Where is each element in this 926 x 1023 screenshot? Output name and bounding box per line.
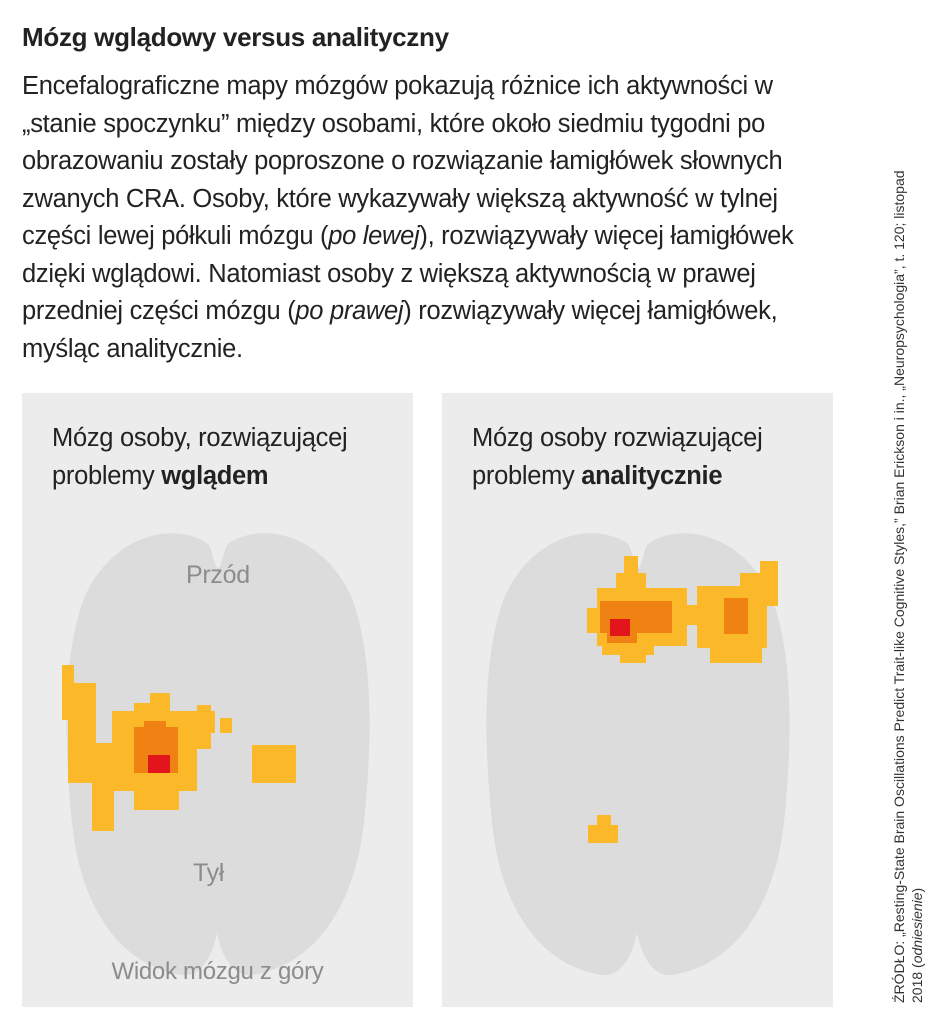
brain-back-label: Tył [193,859,225,887]
activity-low-cell [252,745,296,783]
insight-panel-title: Mózg osoby, rozwiązującej problemy wglądem [52,424,348,490]
activity-low-cell [710,643,762,663]
analytic-brain-panel [442,393,833,1007]
activity-low-cell [197,705,211,749]
source-line-1: ŹRÓDŁO: „Resting-State Brain Oscillations Predict Trait-like Cognitive Styles,” Brian Erickson i in., „Neuropsychologia”, t. 120; listopad [891,170,907,1003]
brain-view-caption: Widok mózgu z góry [111,958,324,985]
activity-low-cell [150,693,170,711]
figure-description: Encefalograficzne mapy mózgów pokazują różnice ich aktywności w „stanie spoczynku” między osobami, które około siedmiu tygodni po obrazowaniu zostały poproszone o rozwiązanie łamigłówek słownych zwanych CRA. Osoby, które wykazywały większą aktywność w tylnej części lewej półkuli mózgu (po lewej), rozwiązywały więcej łamigłówek dzięki wglądowi. Natomiast osoby z większą aktywnością w prawej przedniej części mózgu (po prawej) rozwiązywały więcej łamigłówek, myśląc analitycznie. [22,72,794,363]
activity-low-cell [134,785,179,810]
insight-brain-map [22,393,413,1007]
activity-low-cell [760,561,778,606]
activity-high-cell [148,755,170,773]
analytic-brain-map [442,393,833,1007]
activity-low-cell [588,825,618,843]
source-citation [890,43,926,1003]
activity-mid-cell [144,721,166,729]
insight-brain-panel [22,393,413,1007]
activity-low-cell [220,718,232,733]
activity-high-cell [610,619,630,636]
activity-mid-cell [724,598,748,634]
brain-front-label: Przód [186,561,250,589]
analytic-panel-title: Mózg osoby rozwiązującej problemy analitycznie [472,424,763,490]
activity-low-cell [620,651,646,663]
source-line-2: 2018 (odniesienie) [909,887,925,1003]
figure-title: Mózg wglądowy versus analityczny [22,22,449,52]
